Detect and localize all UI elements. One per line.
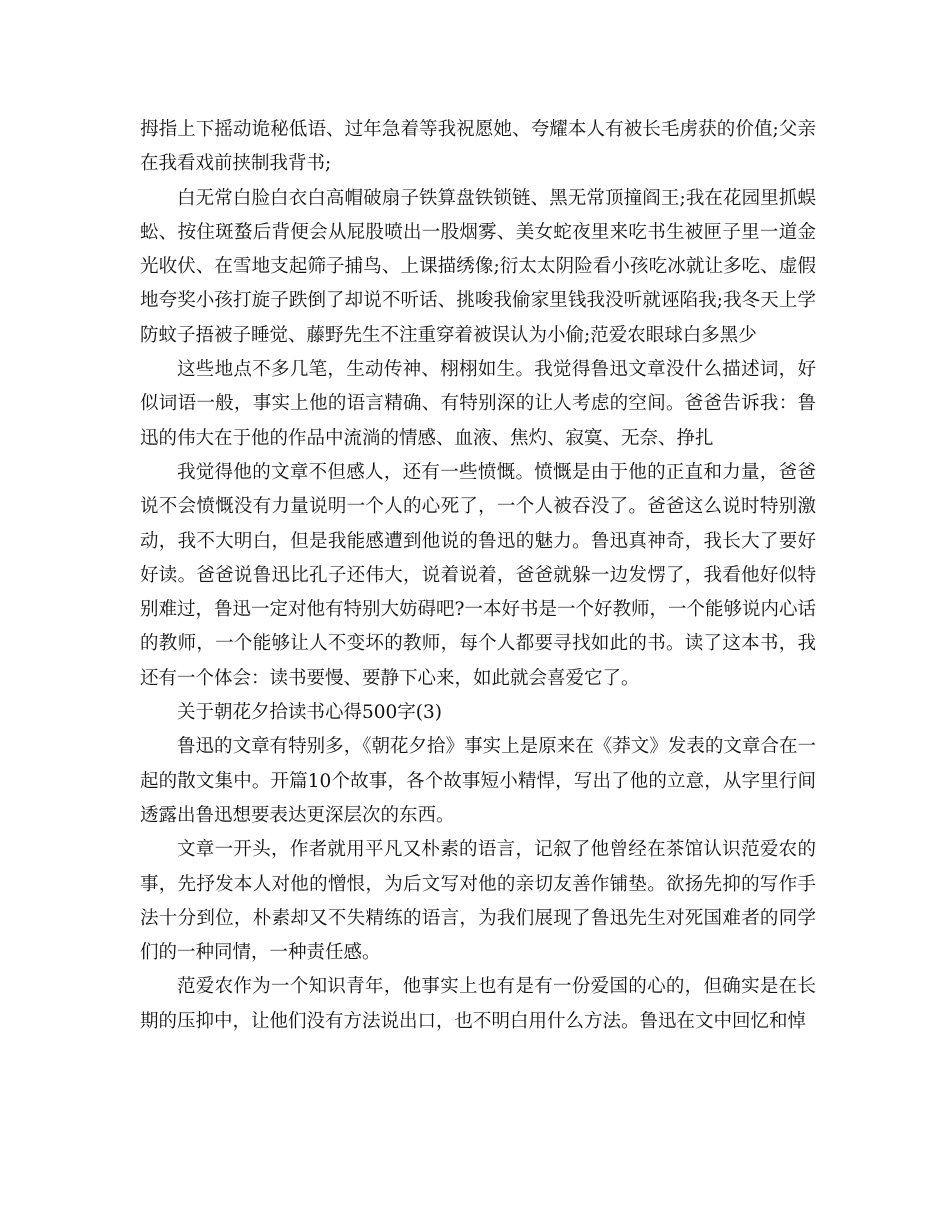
paragraph: 文章一开头，作者就用平凡又朴素的语言，记叙了他曾经在茶馆认识范爱农的事，先抒发本人对他的憎恨，为后文写对他的亲切友善作铺垫。欲扬先抑的写作手法十分到位，朴素却又不失精练的语言，为我们展现了鲁迅先生对死国难者的同学们的一种同情，一种责任感。 (140, 839, 816, 964)
paragraph: 白无常白脸白衣白高帽破扇子铁算盘铁锁链、黑无常顶撞阎王;我在花园里抓蜈蚣、按住斑蝥后背便会从屁股喷出一股烟雾、美女蛇夜里来吃书生被匣子里一道金光收伏、在雪地支起筛子捕鸟、上课描绣像;衍太太阴险看小孩吃冰就让多吃、虚假地夸奖小孩打旋子跌倒了却说不听话、挑唆我偷家里钱我没听就诬陷我;我冬天上学防蚊子捂被子睡觉、藤野先生不注重穿着被误认为小偷;范爱农眼球白多黑少 (140, 187, 816, 346)
document-body (140, 113, 816, 1039)
section-heading: 关于朝花夕拾读书心得500字(3) (177, 702, 443, 724)
paragraph: 范爱农作为一个知识青年，他事实上也有是有一份爱国的心的，但确实是在长期的压抑中，让他们没有方法说出口，也不明白用什么方法。鲁迅在文中回忆和悼 (140, 976, 816, 1032)
paragraph: 鲁迅的文章有特别多，《朝花夕拾》事实上是原来在《莽文》发表的文章合在一起的散文集中。开篇10个故事，各个故事短小精悍，写出了他的立意，从字里行间透露出鲁迅想要表达更深层次的东西。 (140, 736, 816, 826)
paragraph: 这些地点不多几笔，生动传神、栩栩如生。我觉得鲁迅文章没什么描述词，好似词语一般，事实上他的语言精确、有特别深的让人考虑的空间。爸爸告诉我：鲁迅的伟大在于他的作品中流淌的情感、血液、焦灼、寂寞、无奈、挣扎 (140, 359, 816, 449)
paragraph: 拇指上下摇动诡秘低语、过年急着等我祝愿她、夸耀本人有被长毛虏获的价值;父亲在我看戏前挟制我背书; (140, 119, 816, 175)
paragraph: 我觉得他的文章不但感人，还有一些愤慨。愤慨是由于他的正直和力量，爸爸说不会愤慨没有力量说明一个人的心死了，一个人被吞没了。爸爸这么说时特别激动，我不大明白，但是我能感遭到他说的鲁迅的魅力。鲁迅真神奇，我长大了要好好读。爸爸说鲁迅比孔子还伟大，说着说着，爸爸就躲一边发愣了，我看他好似特别难过，鲁迅一定对他有特别大妨碍吧?一本好书是一个好教师，一个能够说内心话的教师，一个能够让人不变坏的教师，每个人都要寻找如此的书。读了这本书，我还有一个体会：读书要慢、要静下心来，如此就会喜爱它了。 (140, 461, 816, 689)
